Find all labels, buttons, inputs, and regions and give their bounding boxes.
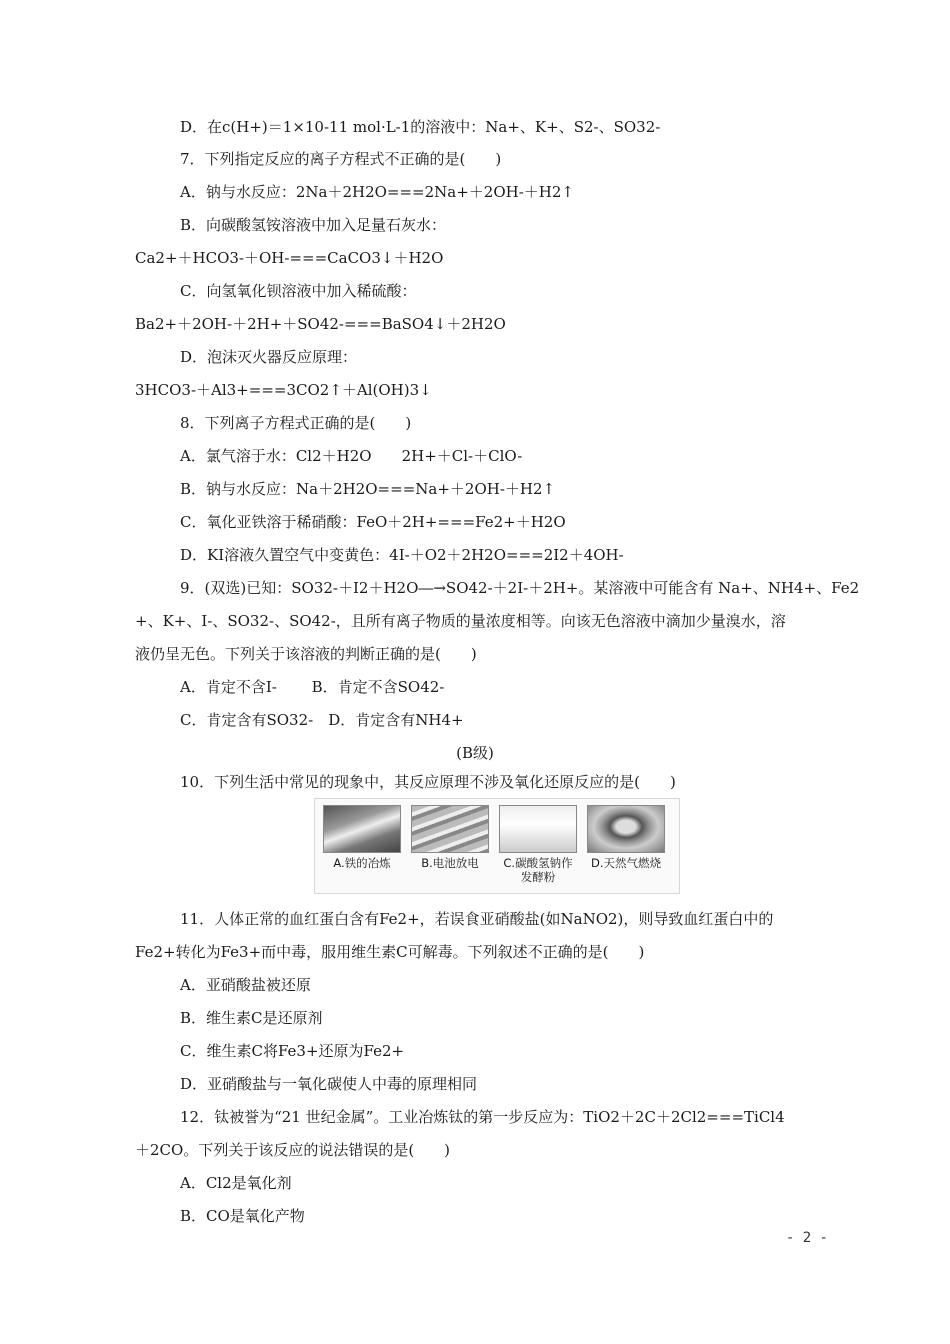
text-line: 7．下列指定反应的离子方程式不正确的是( ) (180, 150, 502, 168)
text-line: Ca2+＋HCO3-＋OH-===CaCO3↓＋H2O (135, 249, 444, 267)
text-line: A．Cl2是氧化剂 (180, 1174, 292, 1192)
text-line: Fe2+转化为Fe3+而中毒，服用维生素C可解毒。下列叙述不正确的是( ) (135, 943, 645, 961)
figure-item-b (411, 805, 489, 887)
text-line: C．维生素C将Fe3+还原为Fe2+ (180, 1042, 405, 1060)
text-line: 9．(双选)已知：SO32-＋I2＋H2O―→SO42-＋2I-＋2H+。某溶液中可能含有 Na+、NH4+、Fe2 (180, 579, 860, 597)
text-line: 11．人体正常的血红蛋白含有Fe2+，若误食亚硝酸盐(如NaNO2)，则导致血红蛋白中的 (180, 910, 774, 928)
text-line: B．向碳酸氢铵溶液中加入足量石灰水： (180, 216, 447, 234)
figure-caption: B.电池放电 (421, 856, 479, 870)
text-line: A．肯定不含I- B．肯定不含SO42- (180, 678, 445, 696)
text-line: D．在c(H+)＝1×10-11 mol·L-1的溶液中：Na+、K+、S2-、SO32- (180, 118, 661, 136)
text-line: A．氯气溶于水：Cl2＋H2O 2H+＋Cl-＋ClO- (180, 447, 523, 465)
gas-burner-image (587, 805, 665, 853)
text-line: B．CO是氧化产物 (180, 1207, 305, 1225)
figure-item-a (323, 805, 401, 887)
text-line: Ba2+＋2OH-＋2H+＋SO42-===BaSO4↓＋2H2O (135, 315, 506, 333)
text-line: C．向氢氧化钡溶液中加入稀硫酸： (180, 282, 417, 300)
question-10-figure (314, 798, 680, 894)
text-line: B．钠与水反应：Na＋2H2O===Na+＋2OH-＋H2↑ (180, 480, 556, 498)
baking-soda-image (499, 805, 577, 853)
figure-item-d (587, 805, 665, 887)
text-line: B．维生素C是还原剂 (180, 1009, 323, 1027)
text-line: 12．钛被誉为“21 世纪金属”。工业冶炼钛的第一步反应为：TiO2＋2C＋2Cl2===TiCl4 (180, 1108, 785, 1126)
text-line: C．氧化亚铁溶于稀硝酸：FeO＋2H+===Fe2+＋H2O (180, 513, 566, 531)
text-line: D．泡沫灭火器反应原理： (180, 348, 358, 366)
text-line: A．钠与水反应：2Na＋2H2O===2Na+＋2OH-＋H2↑ (180, 183, 574, 201)
iron-smelting-image (323, 805, 401, 853)
figure-caption: D.天然气燃烧 (590, 856, 661, 870)
text-line: (B级) (456, 744, 494, 762)
text-line: A．亚硝酸盐被还原 (180, 976, 311, 994)
text-line: 液仍呈无色。下列关于该溶液的判断正确的是( ) (135, 645, 477, 663)
page-number: - 2 - (785, 1230, 828, 1246)
text-line: D．亚硝酸盐与一氧化碳使人中毒的原理相同 (180, 1075, 478, 1093)
figure-caption: A.铁的冶炼 (333, 856, 391, 870)
text-line: D．KI溶液久置空气中变黄色：4I-＋O2＋2H2O===2I2＋4OH- (180, 546, 624, 564)
text-line: 10．下列生活中常见的现象中，其反应原理不涉及氧化还原反应的是( ) (180, 773, 676, 791)
figure-caption: C.碳酸氢钠作发酵粉 (503, 856, 573, 884)
text-line: C．肯定含有SO32- D．肯定含有NH4+ (180, 711, 464, 729)
battery-image (411, 805, 489, 853)
text-line: ＋2CO。下列关于该反应的说法错误的是( ) (135, 1141, 451, 1159)
figure-item-c (499, 805, 577, 887)
text-line: 3HCO3-＋Al3+===3CO2↑＋Al(OH)3↓ (135, 381, 432, 399)
text-line: +、K+、I-、SO32-、SO42-，且所有离子物质的量浓度相等。向该无色溶液中滴加少量溴水，溶 (135, 612, 786, 630)
text-line: 8．下列离子方程式正确的是( ) (180, 414, 412, 432)
